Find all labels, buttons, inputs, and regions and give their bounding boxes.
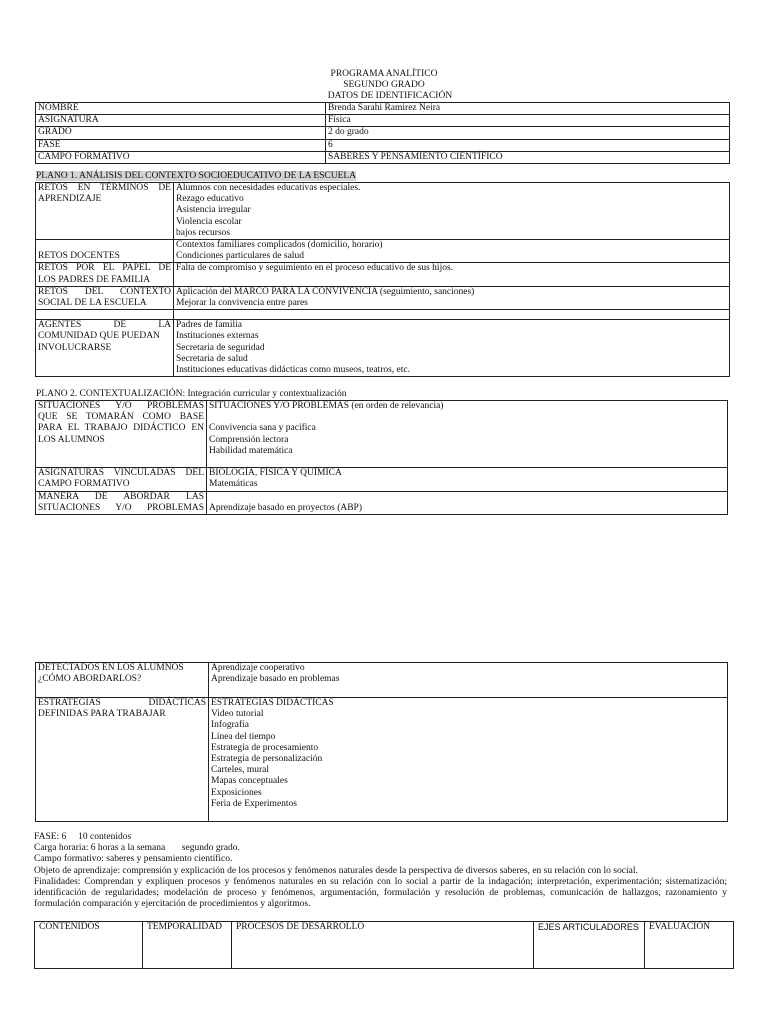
- id-value: Brenda Sarahi Ramirez Neira: [326, 103, 730, 115]
- info-block: [34, 832, 727, 910]
- continuation-table: [35, 662, 728, 822]
- header-ejes: EJES ARTICULADORES: [534, 922, 645, 969]
- table-row: [36, 151, 730, 163]
- header-subtitle: SEGUNDO GRADO: [343, 80, 425, 91]
- table-row: [36, 263, 730, 286]
- row-items: Contextos familiares complicados (domicilio, horario) Condiciones particulares de salud: [174, 240, 730, 263]
- plano1-table: [35, 182, 730, 377]
- table-row: [36, 401, 728, 468]
- row-items: Padres de familia Instituciones externas Secretaria de seguridad Secretaria de salud Instituciones educativas didácticas como museos, teatros, etc.: [174, 320, 730, 377]
- table-row: [36, 492, 728, 515]
- table-row: [36, 468, 728, 492]
- header-temporalidad: TEMPORALIDAD: [143, 922, 232, 969]
- row-label: RETOS DOCENTES: [36, 240, 174, 263]
- info-fase: FASE: 6 10 contenidos: [34, 832, 132, 842]
- plano2-table: [35, 400, 728, 515]
- info-campo: Campo formativo: saberes y pensamiento científico.: [34, 854, 233, 865]
- row-items: Aplicación del MARCO PARA LA CONVIVENCIA (seguimiento, sanciones) Mejorar la convivencia entre pares: [174, 286, 730, 309]
- id-value: SABERES Y PENSAMIENTO CIENTÍFICO: [326, 151, 730, 163]
- row-items: Aprendizaje cooperativo Aprendizaje basado en problemas: [209, 663, 728, 698]
- identification-table: [35, 102, 730, 164]
- table-row: [36, 139, 730, 151]
- id-label: ASIGNATURA: [36, 115, 326, 127]
- row-label: RETOS EN TÉRMINOS DE APRENDIZAJE: [36, 183, 174, 240]
- table-row: [36, 183, 730, 240]
- row-label: DETECTADOS EN LOS ALUMNOS ¿CÓMO ABORDARLOS?: [36, 663, 209, 698]
- header-title: PROGRAMA ANALÍTICO: [330, 69, 438, 79]
- table-row: [36, 103, 730, 115]
- row-items: SITUACIONES Y/O PROBLEMAS (en orden de relevancia) Convivencia sana y pacífica Comprensión lectora Habilidad matemática: [207, 401, 728, 468]
- id-value: Física: [326, 115, 730, 127]
- plano1-title: PLANO 1. ANÁLISIS DEL CONTEXTO SOCIOEDUCATIVO DE LA ESCUELA: [36, 171, 357, 181]
- header-procesos: PROCESOS DE DESARROLLO: [232, 922, 534, 969]
- table-row: [36, 127, 730, 139]
- id-label: CAMPO FORMATIVO: [36, 151, 326, 163]
- header-contenidos: CONTENIDOS: [35, 922, 143, 969]
- row-label: MANERA DE ABORDAR LAS SITUACIONES Y/O PROBLEMAS: [36, 492, 207, 515]
- row-items: Alumnos con necesidades educativas especiales. Rezago educativo Asistencia irregular Violencia escolar bajos recursos: [174, 183, 730, 240]
- row-label: RETOS DEL CONTEXTO SOCIAL DE LA ESCUELA: [36, 286, 174, 309]
- id-label: NOMBRE: [36, 103, 326, 115]
- id-label: GRADO: [36, 127, 326, 139]
- row-items: BIOLOGÍA, FÍSICA Y QUÍMICA Matemáticas: [207, 468, 728, 492]
- contenidos-table: [34, 921, 734, 969]
- info-carga: Carga horaria: 6 horas a la semana segundo grado.: [34, 843, 240, 854]
- header-section: DATOS DE IDENTIFICACIÓN: [327, 91, 453, 102]
- row-label: ASIGNATURAS VINCULADAS DEL CAMPO FORMATIVO: [36, 468, 207, 492]
- document-header: [0, 69, 768, 103]
- info-objeto: Objeto de aprendizaje: comprensión y explicación de los procesos y fenómenos naturales desde la perspectiva de diversos saberes, en su relación con lo social.: [34, 865, 638, 876]
- header-evaluacion: EVALUACIÓN: [645, 922, 734, 969]
- table-row: [36, 663, 728, 698]
- table-row: [36, 286, 730, 309]
- row-items: Aprendizaje basado en proyectos (ABP): [207, 492, 728, 515]
- plano2-title: PLANO 2. CONTEXTUALIZACIÓN: Integración curricular y contextualización: [36, 389, 347, 399]
- row-items: ESTRATEGIAS DIDÁCTICAS Video tutorial Infografía Línea del tiempo Estrategia de procesamiento Estrategia de personalización Carteles, mural Mapas conceptuales Exposiciones Feria de Experimentos: [209, 698, 728, 822]
- table-row: [36, 698, 728, 822]
- row-items: Falta de compromiso y seguimiento en el proceso educativo de sus hijos.: [174, 263, 730, 286]
- row-label: AGENTES DE LA COMUNIDAD QUE PUEDAN INVOLUCRARSE: [36, 320, 174, 377]
- table-header-row: [35, 922, 734, 969]
- id-label: FASE: [36, 139, 326, 151]
- row-label: RETOS POR EL PAPEL DE LOS PADRES DE FAMILIA: [36, 263, 174, 286]
- table-spacer-row: [36, 310, 730, 320]
- info-finalidades: Finalidades: Comprendan y expliquen procesos y fenómenos naturales en su relación con lo social a partir de la indagación; interpretación, experimentación; sistematización; identificación de regularidades; modelación de proceso y fenómenos, argumentación, formulación y resolución de problemas, comunicación de hallazgos, razonamiento y formulación comparación y ejercitación de procedimientos y algoritmos.: [34, 876, 727, 910]
- table-row: [36, 240, 730, 263]
- table-row: [36, 320, 730, 377]
- table-row: [36, 115, 730, 127]
- row-label: ESTRATEGIAS DIDÁCTICAS DEFINIDAS PARA TRABAJAR: [36, 698, 209, 822]
- id-value: 2 do grado: [326, 127, 730, 139]
- row-label: SITUACIONES Y/O PROBLEMAS QUE SE TOMARÁN COMO BASE PARA EL TRABAJO DIDÁCTICO EN LOS ALUMNOS: [36, 401, 207, 468]
- id-value: 6: [326, 139, 730, 151]
